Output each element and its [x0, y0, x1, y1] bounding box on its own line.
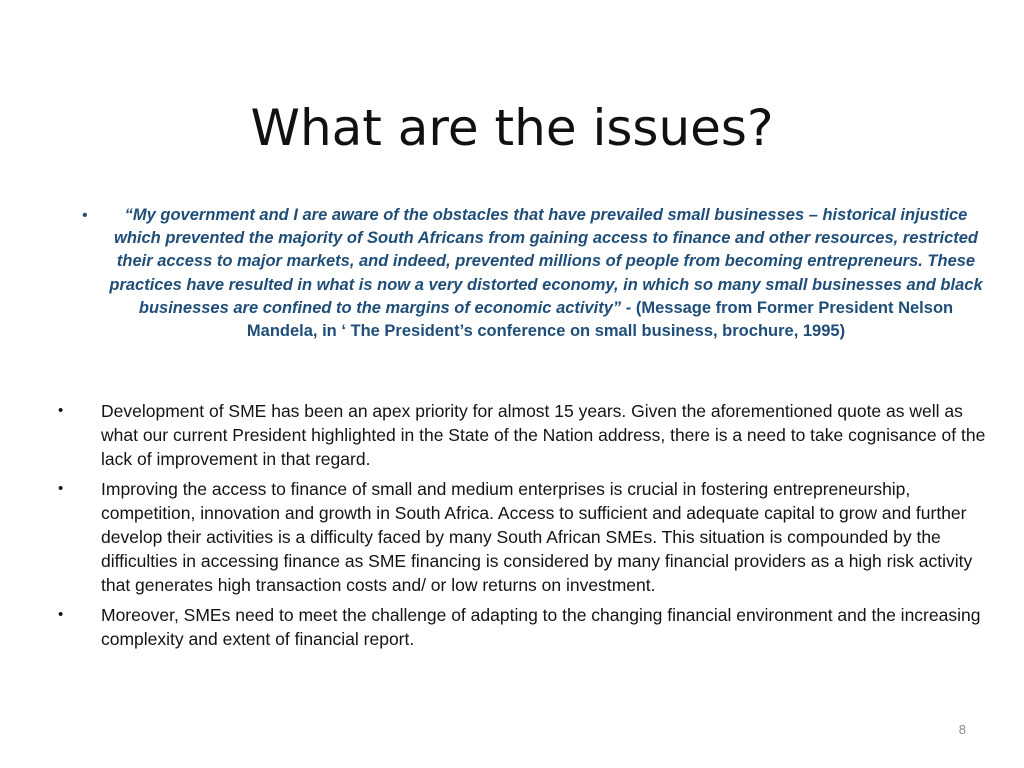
quote-attribution: (Message from Former President Nelson Mandela, in ‘ The President’s conference on small business, brochure, 1995)	[246, 298, 954, 341]
quote-italic-text: “My government and I are aware of the obstacles that have prevailed small businesses – historical injustice which prevented the majority of South Africans from gaining access to finance and other resources, restricted their access to major markets, and indeed, prevented millions of people from becoming entrepreneurs. These practices have resulted in what is now a very distorted economy, in which so many small businesses and black businesses are confined to the margins of economic activity” -	[109, 206, 983, 317]
bullet-marker: •	[58, 402, 64, 419]
bullet-text: Improving the access to finance of small and medium enterprises is crucial in fostering entrepreneurship, competition, innovation and growth in South Africa. Access to sufficient and adequate capital to grow and further develop their activities is a difficulty faced by many South African SMEs. This situation is compounded by the difficulties in accessing finance as SME financing is considered by many financial providers as a high risk activity that generates high transaction costs and/ or low returns on investment.	[101, 478, 973, 596]
bullet-item-sme-priority	[56, 399, 986, 472]
slide-title: What are the issues?	[250, 99, 774, 157]
bullet-text: Moreover, SMEs need to meet the challenge of adapting to the changing financial environment and the increasing complexity and extent of financial report.	[101, 604, 981, 649]
bullet-list	[56, 399, 986, 656]
bullet-marker: •	[58, 605, 64, 623]
bullet-item-access-to-finance	[56, 477, 986, 598]
bullet-item-financial-environment	[56, 603, 986, 651]
bullet-marker: •	[58, 479, 64, 497]
page-number: 8	[958, 722, 966, 737]
mandela-quote	[106, 204, 986, 343]
bullet-text: Development of SME has been an apex priority for almost 15 years. Given the aforementioned quote as well as what our current President highlighted in the State of the Nation address, there is a need to take cognisance of the lack of improvement in that regard.	[101, 401, 986, 470]
quote-bullet-marker: •	[82, 207, 88, 224]
